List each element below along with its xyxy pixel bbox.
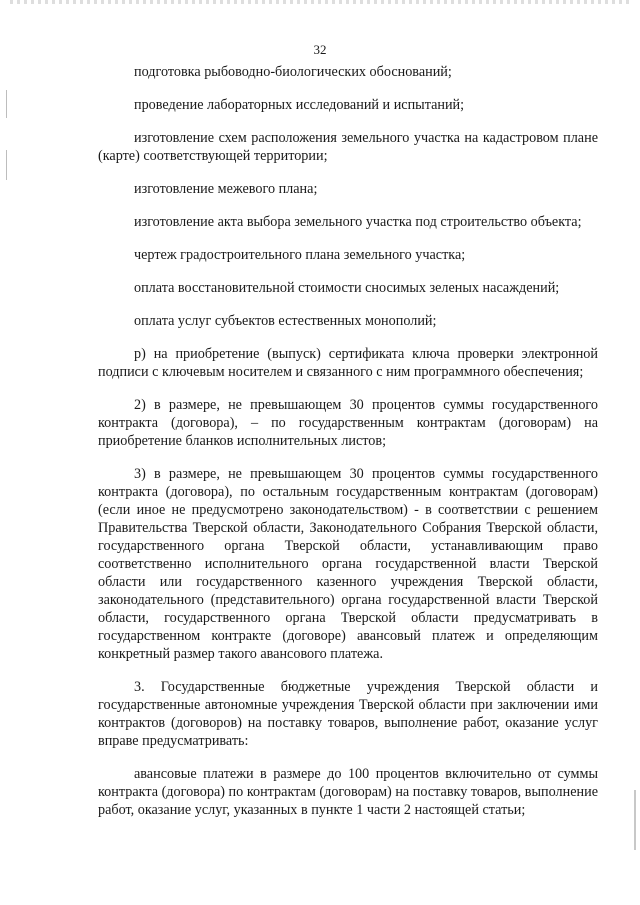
paragraph: изготовление акта выбора земельного участка под строительство объекта; — [134, 214, 582, 230]
paragraph: р) на приобретение (выпуск) сертификата ключа проверки электронной подписи с ключевым носителем и связанного с ним программного обеспечения; — [98, 346, 598, 380]
scan-artifact-left — [6, 150, 7, 180]
paragraph: изготовление межевого плана; — [134, 181, 318, 197]
paragraph: изготовление схем расположения земельного участка на кадастровом плане (карте) соответствующей территории; — [98, 130, 598, 164]
paragraph: 2) в размере, не превышающем 30 процентов суммы государственного контракта (договора), – по государственным контрактам (договорам) на приобретение бланков исполнительных листов; — [98, 397, 598, 449]
document-body — [98, 63, 598, 833]
paragraph: чертеж градостроительного плана земельного участка; — [134, 247, 466, 263]
paragraph: 3) в размере, не превышающем 30 процентов суммы государственного контракта (договора), по остальным государственным контрактам (договорам) (если иное не предусмотрено законодательством) - в соответствии с решением Правительства Тверской области, Законодательного Собрания Тверской области, государственного органа Тверской области, устанавливающим право соответственно исполнительного органа государственной власти Тверской области или государственного казенного учреждения Тверской области, законодательного (представительного) органа государственной власти Тверской области, государственного органа Тверской области предусматривать в государственном контракте (договоре) авансовый платеж и определяющим конкретный размер такого авансового платежа. — [98, 466, 598, 662]
paragraph: проведение лабораторных исследований и испытаний; — [134, 97, 465, 113]
scan-artifact-left — [6, 90, 7, 118]
paragraph: подготовка рыбоводно-биологических обоснований; — [134, 64, 452, 80]
paragraph: оплата восстановительной стоимости сносимых зеленых насаждений; — [134, 280, 560, 296]
paragraph: 3. Государственные бюджетные учреждения Тверской области и государственные автономные учреждения Тверской области при заключении ими контрактов (договоров) на поставку товаров, выполнение работ, оказание услуг вправе предусматривать: — [98, 679, 598, 749]
page-number: 32 — [313, 42, 327, 57]
scan-artifact-top — [10, 0, 630, 4]
scan-artifact-right — [634, 790, 636, 850]
paragraph: авансовые платежи в размере до 100 процентов включительно от суммы контракта (договора) по контрактам (договорам) на поставку товаров, выполнение работ, оказание услуг, указанных в пункте 1 части 2 настоящей статьи; — [98, 766, 598, 818]
paragraph: оплата услуг субъектов естественных монополий; — [134, 313, 437, 329]
